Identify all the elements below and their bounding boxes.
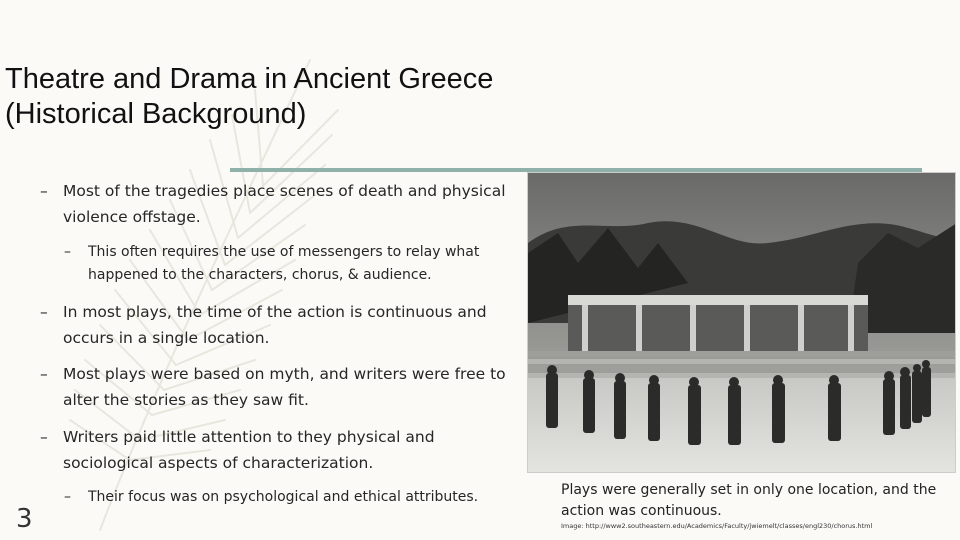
bullet-item	[40, 361, 520, 413]
title-line-2: (Historical Background)	[5, 98, 307, 130]
sub-bullet-item	[64, 241, 504, 287]
bullet-dash: –	[40, 428, 48, 446]
bullet-line: violence offstage.	[63, 208, 201, 226]
bullet-dash: –	[64, 489, 71, 505]
bullet-dash: –	[64, 244, 71, 260]
bullet-item	[40, 178, 520, 230]
bullet-line: In most plays, the time of the action is continuous and	[63, 303, 487, 321]
chorus-photo-image	[528, 173, 956, 473]
image-credit: Image: http://www2.southeastern.edu/Academics/Faculty/jwiemelt/classes/engl230/chorus.html	[561, 522, 873, 530]
bullet-line: happened to the characters, chorus, & audience.	[88, 267, 432, 283]
bullet-line: alter the stories as they saw fit.	[63, 391, 309, 409]
bullet-item	[40, 424, 520, 476]
sub-bullet-item	[64, 486, 504, 509]
bullet-line: Their focus was on psychological and ethical attributes.	[88, 489, 479, 505]
bullet-line: Most of the tragedies place scenes of death and physical	[63, 182, 506, 200]
bullet-line: sociological aspects of characterization.	[63, 454, 374, 472]
bullet-dash: –	[40, 182, 48, 200]
bullet-item	[40, 299, 520, 351]
photo-caption: Plays were generally set in only one location, and the action was continuous.	[561, 482, 937, 519]
slide-title	[5, 62, 605, 132]
bullet-line: Writers paid little attention to they physical and	[63, 428, 435, 446]
bullet-line: occurs in a single location.	[63, 329, 270, 347]
chorus-photo	[527, 172, 956, 473]
bullet-line: Most plays were based on myth, and writers were free to	[63, 365, 506, 383]
bullet-dash: –	[40, 365, 48, 383]
title-line-1: Theatre and Drama in Ancient Greece	[5, 63, 494, 95]
slide-number: 3	[16, 504, 33, 534]
bullet-dash: –	[40, 303, 48, 321]
bullet-line: This often requires the use of messengers to relay what	[88, 244, 480, 260]
